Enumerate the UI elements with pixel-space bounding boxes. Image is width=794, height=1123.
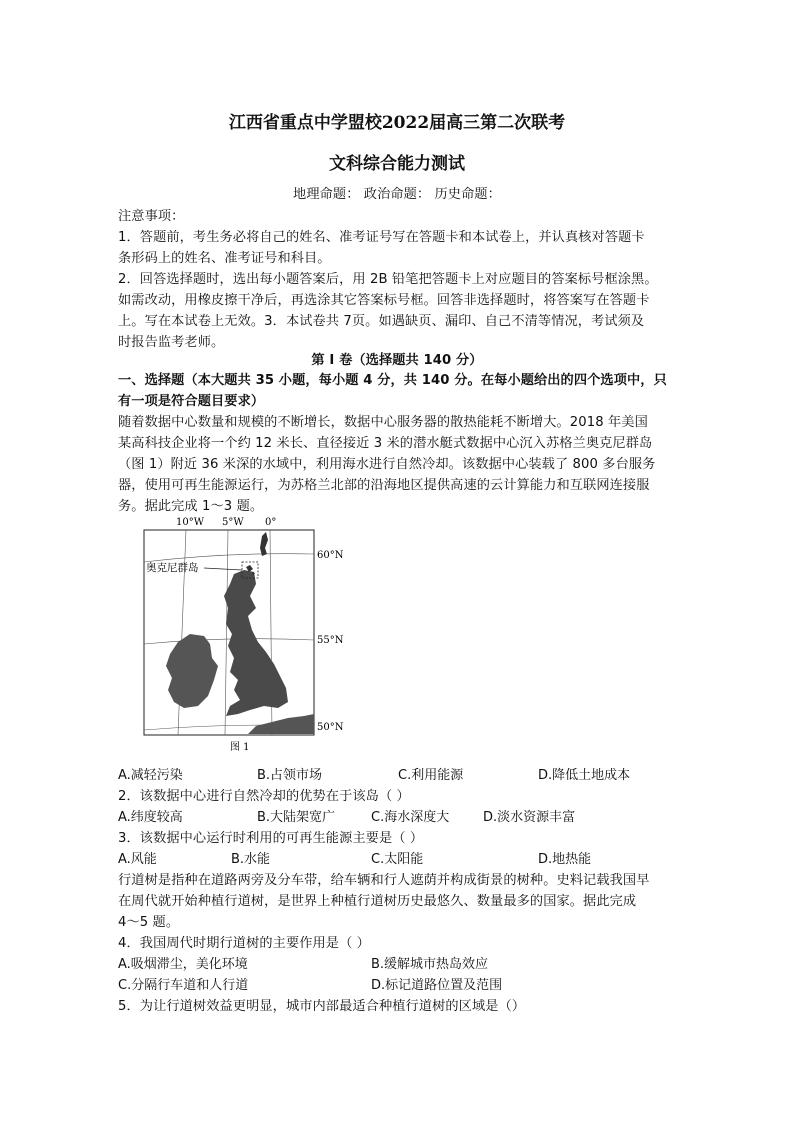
q1-option-a: A.减轻污染 <box>118 768 183 783</box>
q3-option-b: B.水能 <box>231 852 271 867</box>
exam-title: 江西省重点中学盟校2022届高三第二次联考 <box>228 113 566 133</box>
q1-option-d: D.降低土地成本 <box>538 768 631 783</box>
section-instruction: 一、选择题（本大题共 35 小题，每小题 4 分，共 140 分。在每小题给出的四个选项中，只 <box>118 373 667 388</box>
q2-option-c: C.海水深度大 <box>371 810 450 825</box>
q1-option-c: C.利用能源 <box>398 768 464 783</box>
passage-line: 器，使用可再生能源运行，为苏格兰北部的沿海地区提供高速的云计算能力和互联网连接服 <box>118 478 650 493</box>
setters-line: 地理命题： 政治命题： 历史命题： <box>293 187 501 202</box>
q4-option-a: A.吸烟滞尘，美化环境 <box>118 957 248 972</box>
q4-stem: 4．我国周代时期行道树的主要作用是（ ） <box>118 936 370 951</box>
section-title: 第 I 卷（选择题共 140 分） <box>311 353 483 368</box>
lon-label: 5°W <box>222 517 244 528</box>
passage-line: 4～5 题。 <box>118 915 180 930</box>
map-frame <box>144 530 314 735</box>
figure-caption: 图 1 <box>230 742 250 753</box>
q5-stem: 5．为让行道树效益更明显，城市内部最适合种植行道树的区域是（） <box>118 999 526 1014</box>
q1-option-b: B.占领市场 <box>257 768 323 783</box>
notes-line: 时报告监考老师。 <box>118 335 225 350</box>
passage-line: （图 1）附近 36 米深的水域中，利用海水进行自然冷却。该数据中心装载了 800 多台服务 <box>118 457 656 472</box>
q2-stem: 2．该数据中心进行自然冷却的优势在于该岛（ ） <box>118 789 410 804</box>
q3-option-a: A.风能 <box>118 852 157 867</box>
orkney-map-figure <box>138 512 348 757</box>
notes-line: 如需改动，用橡皮擦干净后，再选涂其它答案标号框。回答非选择题时，将答案写在答题卡 <box>118 293 650 308</box>
passage-line: 某高科技企业将一个约 12 米长、直径接近 3 米的潜水艇式数据中心沉入苏格兰奥克尼群岛 <box>118 436 653 451</box>
lat-label: 55°N <box>317 635 344 646</box>
q4-option-b: B.缓解城市热岛效应 <box>371 957 489 972</box>
lat-label: 60°N <box>317 550 344 561</box>
notes-heading: 注意事项： <box>118 209 185 224</box>
notes-line: 2．回答选择题时，选出每小题答案后，用 2B 铅笔把答题卡上对应题目的答案标号框涂黑。 <box>118 272 658 287</box>
q2-option-b: B.大陆架宽广 <box>257 810 336 825</box>
q2-option-d: D.淡水资源丰富 <box>483 810 576 825</box>
lat-label: 50°N <box>317 722 344 733</box>
q2-option-a: A.纬度较高 <box>118 810 183 825</box>
section-instruction: 有一项是符合题目要求） <box>118 394 265 409</box>
q4-option-c: C.分隔行车道和人行道 <box>118 978 249 993</box>
notes-line: 条形码上的姓名、准考证号和科目。 <box>118 251 331 266</box>
notes-line: 上。写在本试卷上无效。3．本试卷共 7页。如遇缺页、漏印、自己不清等情况，考试须及 <box>118 314 645 329</box>
notes-line: 1．答题前，考生务必将自己的姓名、准考证号写在答题卡和本试卷上，并认真核对答题卡 <box>118 230 645 245</box>
q3-option-c: C.太阳能 <box>371 852 424 867</box>
q3-option-d: D.地热能 <box>538 852 592 867</box>
orkney-label: 奥克尼群岛 <box>146 562 199 574</box>
lon-label: 0° <box>265 517 277 528</box>
exam-subtitle: 文科综合能力测试 <box>329 154 465 174</box>
q4-option-d: D.标记道路位置及范围 <box>371 978 503 993</box>
passage-line: 在周代就开始种植行道树，是世界上种植行道树历史最悠久、数量最多的国家。据此完成 <box>118 894 637 909</box>
q3-stem: 3．该数据中心运行时利用的可再生能源主要是（ ） <box>118 831 424 846</box>
lon-label: 10°W <box>176 517 205 528</box>
passage-line: 行道树是指种在道路两旁及分车带，给车辆和行人遮荫并构成街景的树种。史料记载我国早 <box>118 873 650 888</box>
passage-line: 随着数据中心数量和规模的不断增长，数据中心服务器的散热能耗不断增大。2018 年美国 <box>118 415 648 430</box>
passage-line: 务。据此完成 1～3 题。 <box>118 499 264 514</box>
